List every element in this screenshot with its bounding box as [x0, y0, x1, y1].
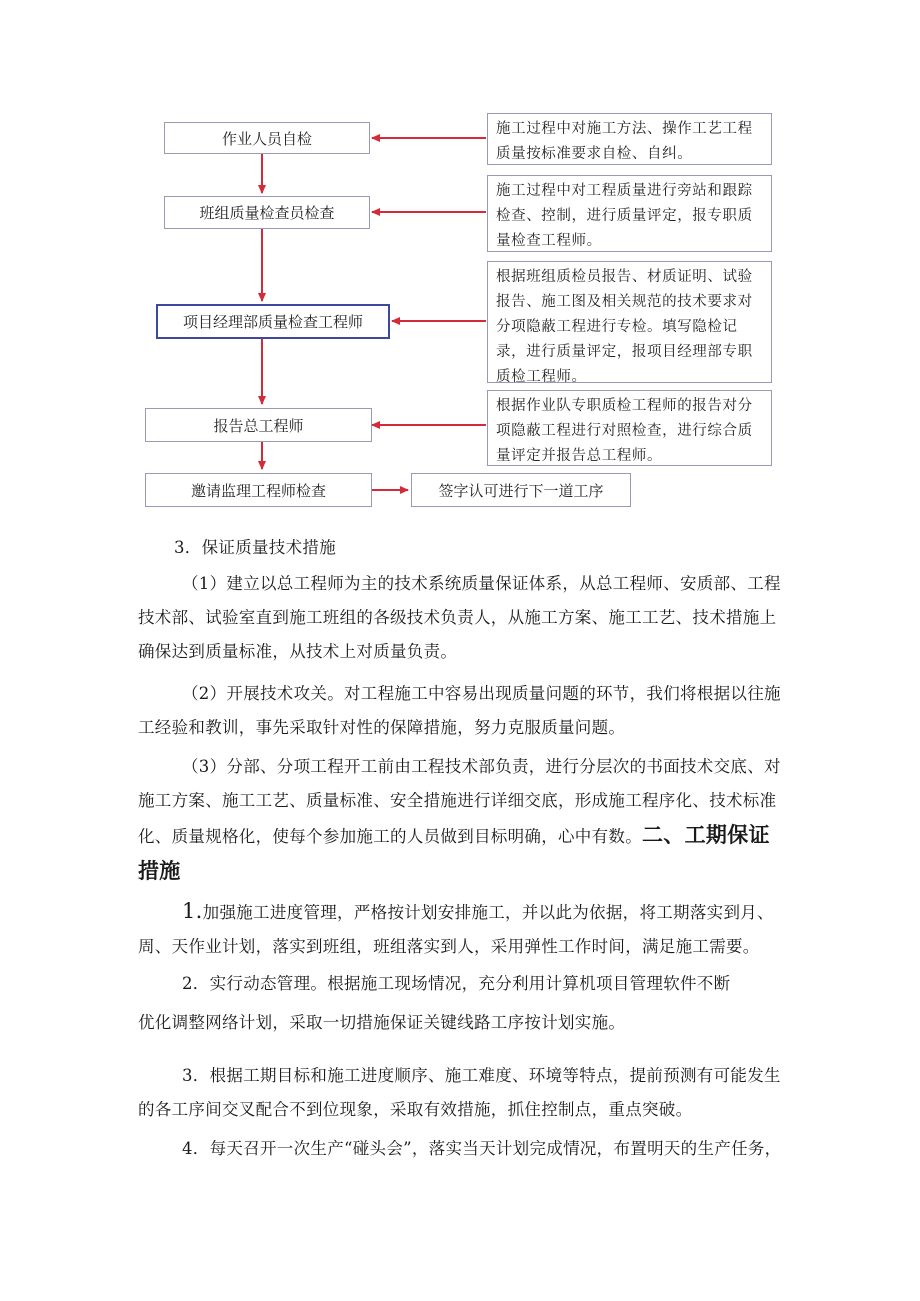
- schedule-item-1-number: 1.: [182, 899, 203, 923]
- flowchart-connectors: [0, 0, 920, 520]
- quality-item-2: （2）开展技术攻关。对工程施工中容易出现质量问题的环节，我们将根据以往施工经验和教训，事先采取针对性的保障措施，努力克服质量问题。: [138, 684, 781, 737]
- flow-final-label: 签字认可进行下一道工序: [438, 481, 604, 500]
- schedule-item-1-text: 加强施工进度管理，严格按计划安排施工，并以此为依据，将工期落实到月、周、天作业计划，落实到班组，班组落实到人，采用弹性工作时间，满足施工需要。: [138, 903, 774, 956]
- flow-final-sign-off: [411, 473, 631, 507]
- flow-step-label: 报告总工程师: [213, 416, 304, 435]
- flow-step-team-inspector: [164, 196, 370, 229]
- flow-note-1: 施工过程中对施工方法、操作工艺工程质量按标准要求自检、自纠。: [487, 113, 772, 165]
- flow-note-2: 施工过程中对工程质量进行旁站和跟踪检查、控制，进行质量评定，报专职质量检查工程师。: [487, 175, 772, 252]
- flow-step-label: 作业人员自检: [221, 129, 312, 148]
- schedule-item-1: [138, 894, 788, 964]
- flow-step-supervisor-inspection: [145, 473, 372, 507]
- schedule-item-3-text: 根据工期目标和施工进度顺序、施工难度、环境等特点，提前预测有可能发生的各工序间交叉配合不到位现象，采取有效措施，抓住控制点，重点突破。: [138, 1066, 781, 1119]
- schedule-item-3: [138, 1059, 788, 1127]
- flow-step-self-inspection: [164, 122, 370, 154]
- flow-note-3: 根据班组质检员报告、材质证明、试验报告、施工图及相关规范的技术要求对分项隐蔽工程进行专检。填写隐检记录，进行质量评定，报项目经理部专职质检工程师。: [487, 261, 772, 383]
- schedule-item-4-number: 4．: [182, 1139, 210, 1158]
- quality-item-3: [138, 750, 788, 890]
- flow-step-label: 邀请监理工程师检查: [190, 481, 326, 500]
- schedule-item-2-continued: [138, 1006, 788, 1040]
- schedule-item-3-number: 3．: [182, 1066, 210, 1085]
- schedule-item-4-text: 每天召开一次生产“碰头会”，落实当天计划完成情况，布置明天的生产任务，: [209, 1139, 782, 1158]
- flow-step-chief-engineer: [145, 408, 372, 442]
- section-title-quality-measures: 3．保证质量技术措施: [174, 538, 336, 557]
- schedule-item-2b-text: 优化调整网络计划，采取一切措施保证关键线路工序按计划实施。: [138, 1013, 626, 1032]
- flow-step-project-quality-engineer: [156, 304, 390, 339]
- schedule-item-2-number: 2．: [182, 974, 210, 993]
- schedule-item-4: [138, 1132, 788, 1166]
- quality-item-3-text: （3）分部、分项工程开工前由工程技术部负责，进行分层次的书面技术交底、对施工方案、施工工艺、质量标准、安全措施进行详细交底，形成施工程序化、技术标准化、质量规格化，使每个参加施工的人员做到目标明确，心中有数。: [138, 757, 781, 846]
- flow-note-4: 根据作业队专职质检工程师的报告对分项隐蔽工程进行对照检查，进行综合质量评定并报告总工程师。: [487, 390, 772, 466]
- quality-item-1: （1）建立以总工程师为主的技术系统质量保证体系，从总工程师、安质部、工程技术部、试验室直到施工班组的各级技术负责人，从施工方案、施工工艺、技术措施上确保达到质量标准，从技术上对质量负责。: [138, 574, 781, 661]
- schedule-heading: 二、工期保证措施: [138, 823, 770, 883]
- schedule-item-2: [138, 967, 788, 1001]
- flow-step-label: 项目经理部质量检查工程师: [182, 313, 363, 331]
- schedule-item-2-text: 实行动态管理。根据施工现场情况，充分利用计算机项目管理软件不断: [209, 974, 731, 993]
- flow-step-label: 班组质量检查员检查: [199, 204, 335, 222]
